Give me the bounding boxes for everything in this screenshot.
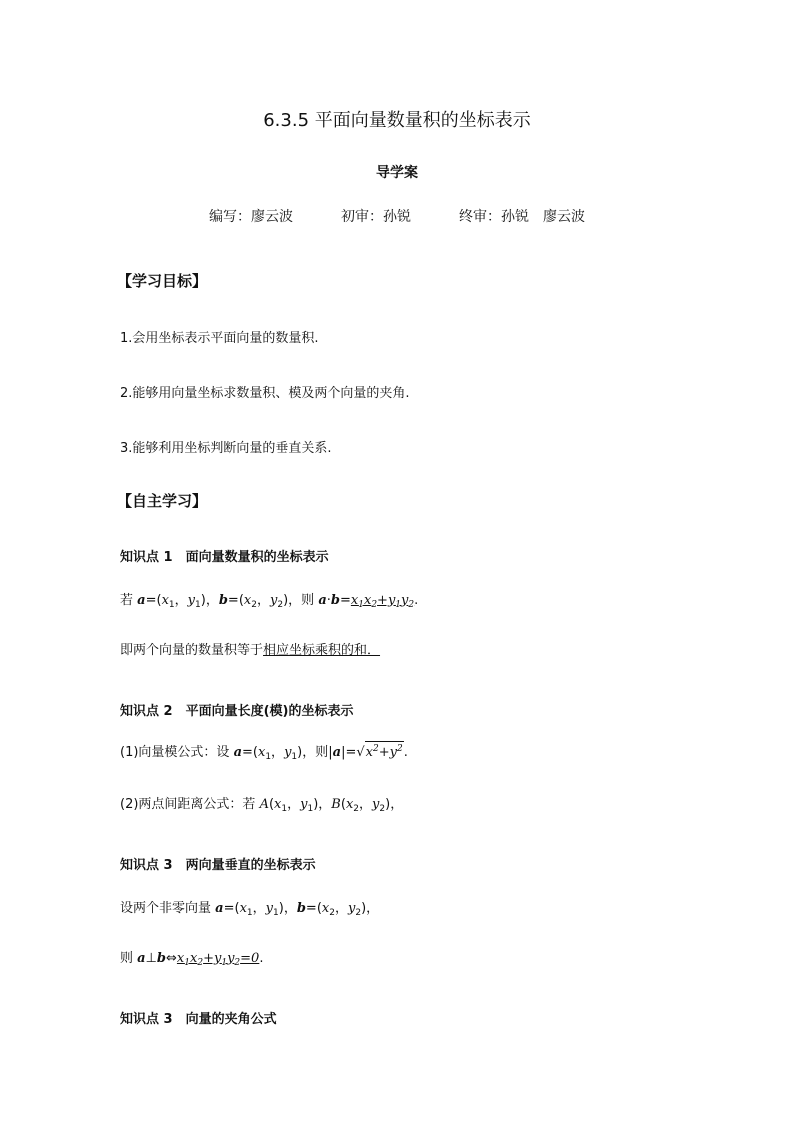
kp2-distance-line: (2)两点间距离公式：若 $A(x_1$，$y_1$)，$B(x_2$，$y_2$)， (120, 797, 404, 814)
kp3-perpendicular-line: 则 $a\perp b\Leftrightarrow x_1x_2+y_1y_2=0$. (120, 951, 264, 968)
kp1-formula-line: 若 $a=(x_1$，$y_1$)，$b=(x_2$，$y_2$)，则 $a\cdot b=x_1x_2+y_1y_2$. (120, 593, 419, 610)
goal-item-1: 1.会用坐标表示平面向量的数量积. (120, 331, 319, 346)
final-reviewer-names: 孙锐 廖云波 (501, 209, 585, 225)
kp3-vectors-line: 设两个非零向量 $a=(x_1$，$y_1$)，$b=(x_2$，$y_2$)， (120, 901, 380, 918)
knowledge-point-4-title: 知识点 3 向量的夹角公式 (120, 1012, 277, 1027)
kp3-perpendicular-answer: $x_1x_2+y_1y_2=0$ (176, 951, 260, 968)
credits-line (0, 206, 794, 226)
goal-item-2: 2.能够用向量坐标求数量积、模及两个向量的夹角. (120, 386, 410, 401)
kp2-modulus-answer: $x^2+y^2$ (365, 741, 404, 760)
editor-name: 廖云波 (251, 209, 293, 225)
self-study-heading: 【自主学习】 (117, 492, 208, 510)
kp1-explanation-answer: 相应坐标乘积的和． (263, 643, 381, 658)
first-reviewer-name: 孙锐 (383, 209, 411, 225)
page-title: 6.3.5 平面向量数量积的坐标表示 (263, 110, 531, 131)
knowledge-point-2-title: 知识点 2 平面向量长度(模)的坐标表示 (120, 704, 354, 719)
knowledge-point-1-title: 知识点 1 面向量数量积的坐标表示 (120, 550, 329, 565)
goal-item-3: 3.能够利用坐标判断向量的垂直关系. (120, 441, 332, 456)
kp1-dot-product-answer: $x_1x_2+y_1y_2$ (350, 593, 415, 610)
goals-heading: 【学习目标】 (117, 272, 208, 290)
sqrt-symbol: √ (356, 745, 365, 760)
first-review-label: 初审： (341, 209, 383, 225)
final-review-label: 终审： (459, 209, 501, 225)
knowledge-point-3-title: 知识点 3 两向量垂直的坐标表示 (120, 858, 316, 873)
editor-label: 编写： (209, 209, 251, 225)
kp1-explanation-line: 即两个向量的数量积等于相应坐标乘积的和． (120, 643, 381, 658)
page-subtitle: 导学案 (376, 165, 418, 181)
kp2-modulus-line: (1)向量模公式：设 $a=(x_1$，$y_1$)，则$|a|=√x^2+y^2$. (120, 741, 408, 762)
